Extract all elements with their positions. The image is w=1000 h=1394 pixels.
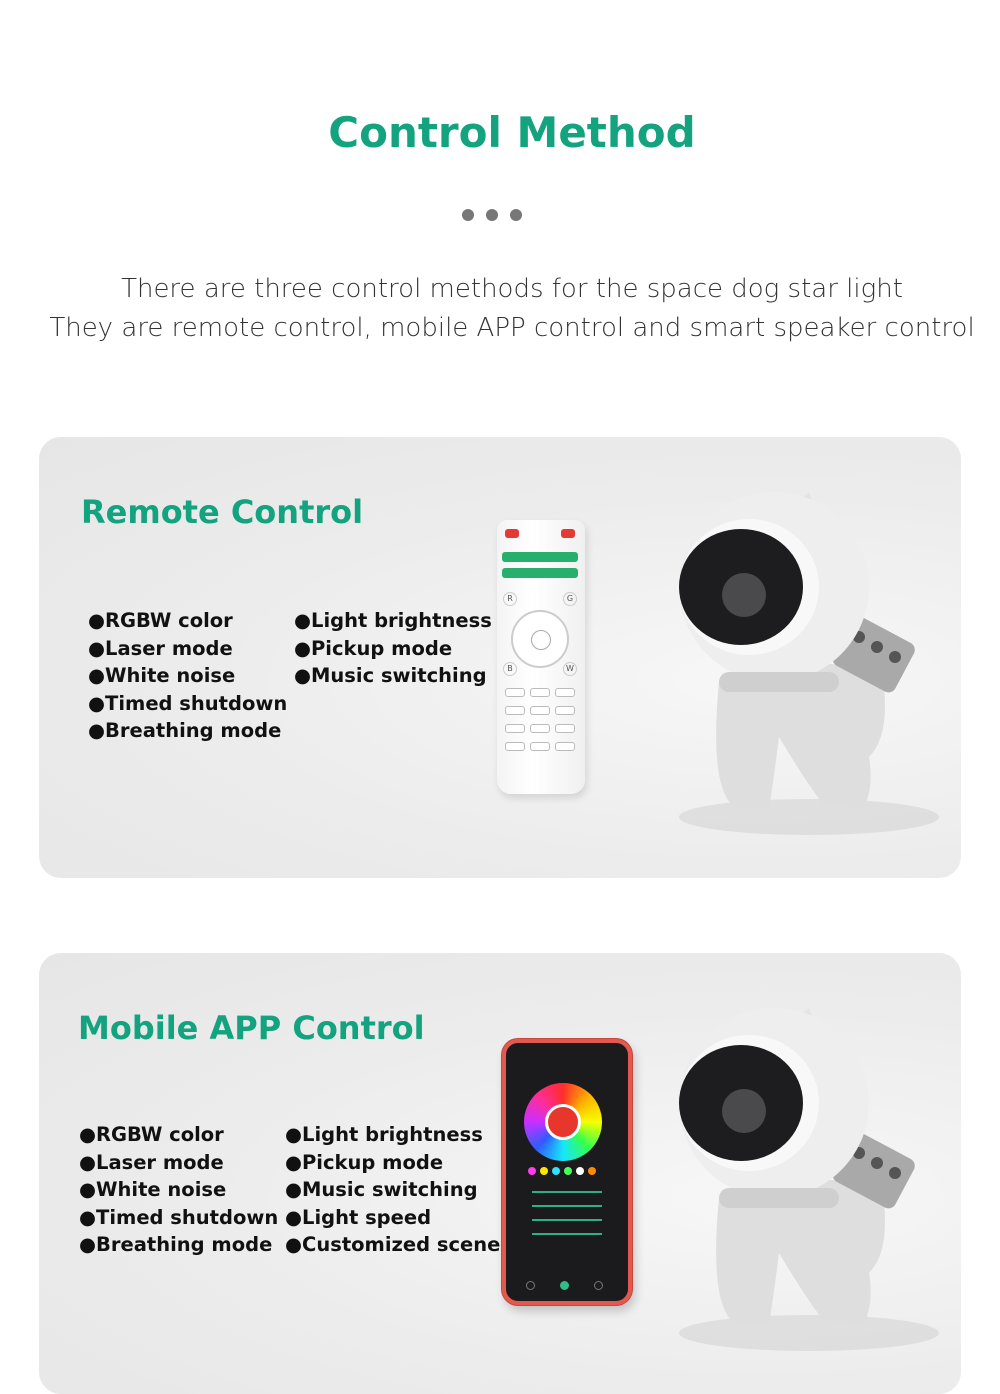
space-dog-star-light-image — [649, 1003, 949, 1363]
small-button-icon — [505, 706, 525, 715]
intro-line-1: There are three control methods for the space dog star light — [121, 274, 903, 304]
color-swatch-icon — [588, 1167, 596, 1175]
feature-item: ●Breathing mode — [79, 1233, 273, 1256]
mute-button-icon — [561, 529, 575, 538]
small-button-icon — [530, 688, 550, 697]
r-button-icon: R — [503, 592, 517, 606]
green-button-row-icon — [502, 552, 578, 562]
small-button-icon — [530, 724, 550, 733]
remote-features-right — [294, 607, 492, 690]
slider-icon — [532, 1219, 602, 1221]
color-swatch-icon — [564, 1167, 572, 1175]
feature-item: ●White noise — [79, 1178, 227, 1201]
feature-item: ●Pickup mode — [294, 636, 453, 660]
small-button-icon — [555, 688, 575, 697]
app-features-left — [79, 1121, 278, 1259]
color-swatch-icon — [540, 1167, 548, 1175]
space-dog-star-light-image — [649, 487, 949, 847]
feature-item: ●Music switching — [294, 664, 487, 687]
feature-item: ●RGBW color — [88, 609, 233, 632]
power-button-icon — [505, 529, 519, 538]
small-button-icon — [530, 742, 550, 751]
remote-control-title: Remote Control — [81, 493, 364, 531]
intro-line-2: They are remote control, mobile APP control and smart speaker control — [49, 313, 975, 343]
remote-control-image — [497, 520, 585, 794]
directional-pad-icon — [511, 610, 569, 668]
small-button-icon — [555, 706, 575, 715]
small-button-icon — [505, 688, 525, 697]
color-swatch-icon — [552, 1167, 560, 1175]
color-wheel-icon — [524, 1083, 602, 1161]
feature-item: ●Music switching — [285, 1178, 478, 1201]
intro-text — [0, 270, 1000, 348]
slider-icon — [532, 1233, 602, 1235]
feature-item: ●RGBW color — [79, 1123, 224, 1146]
nav-icon — [594, 1281, 603, 1290]
feature-item: ●Pickup mode — [285, 1150, 444, 1174]
small-button-icon — [505, 742, 525, 751]
smartphone-app-image — [502, 1039, 632, 1305]
nav-icon — [526, 1281, 535, 1290]
dot-icon — [510, 209, 522, 221]
feature-item: ●White noise — [88, 664, 236, 687]
pagination-dots — [462, 209, 532, 223]
w-button-icon: W — [563, 662, 577, 676]
feature-item: ●Laser mode — [88, 636, 233, 660]
feature-item: ●Timed shutdown — [88, 691, 288, 715]
feature-item: ●Light brightness — [294, 609, 492, 632]
feature-item: ●Laser mode — [79, 1150, 224, 1174]
page-title: Control Method — [328, 108, 696, 157]
small-button-icon — [555, 724, 575, 733]
feature-item: ●Light speed — [285, 1205, 432, 1229]
remote-control-panel — [39, 437, 961, 878]
dot-icon — [462, 209, 474, 221]
feature-item: ●Breathing mode — [88, 719, 282, 742]
color-swatch-icon — [528, 1167, 536, 1175]
app-features-right — [285, 1121, 500, 1259]
app-control-panel — [39, 953, 961, 1394]
dot-icon — [486, 209, 498, 221]
remote-features-left — [88, 607, 287, 745]
small-button-icon — [505, 724, 525, 733]
b-button-icon: B — [503, 662, 517, 676]
small-button-icon — [555, 742, 575, 751]
feature-item: ●Timed shutdown — [79, 1205, 279, 1229]
feature-item: ●Light brightness — [285, 1123, 483, 1146]
color-swatch-icon — [576, 1167, 584, 1175]
green-button-row-icon — [502, 568, 578, 578]
small-button-icon — [530, 706, 550, 715]
app-control-title: Mobile APP Control — [78, 1009, 425, 1047]
g-button-icon: G — [563, 592, 577, 606]
slider-icon — [532, 1191, 602, 1193]
slider-icon — [532, 1205, 602, 1207]
feature-item: ●Customized scene — [285, 1233, 501, 1256]
nav-icon — [560, 1281, 569, 1290]
